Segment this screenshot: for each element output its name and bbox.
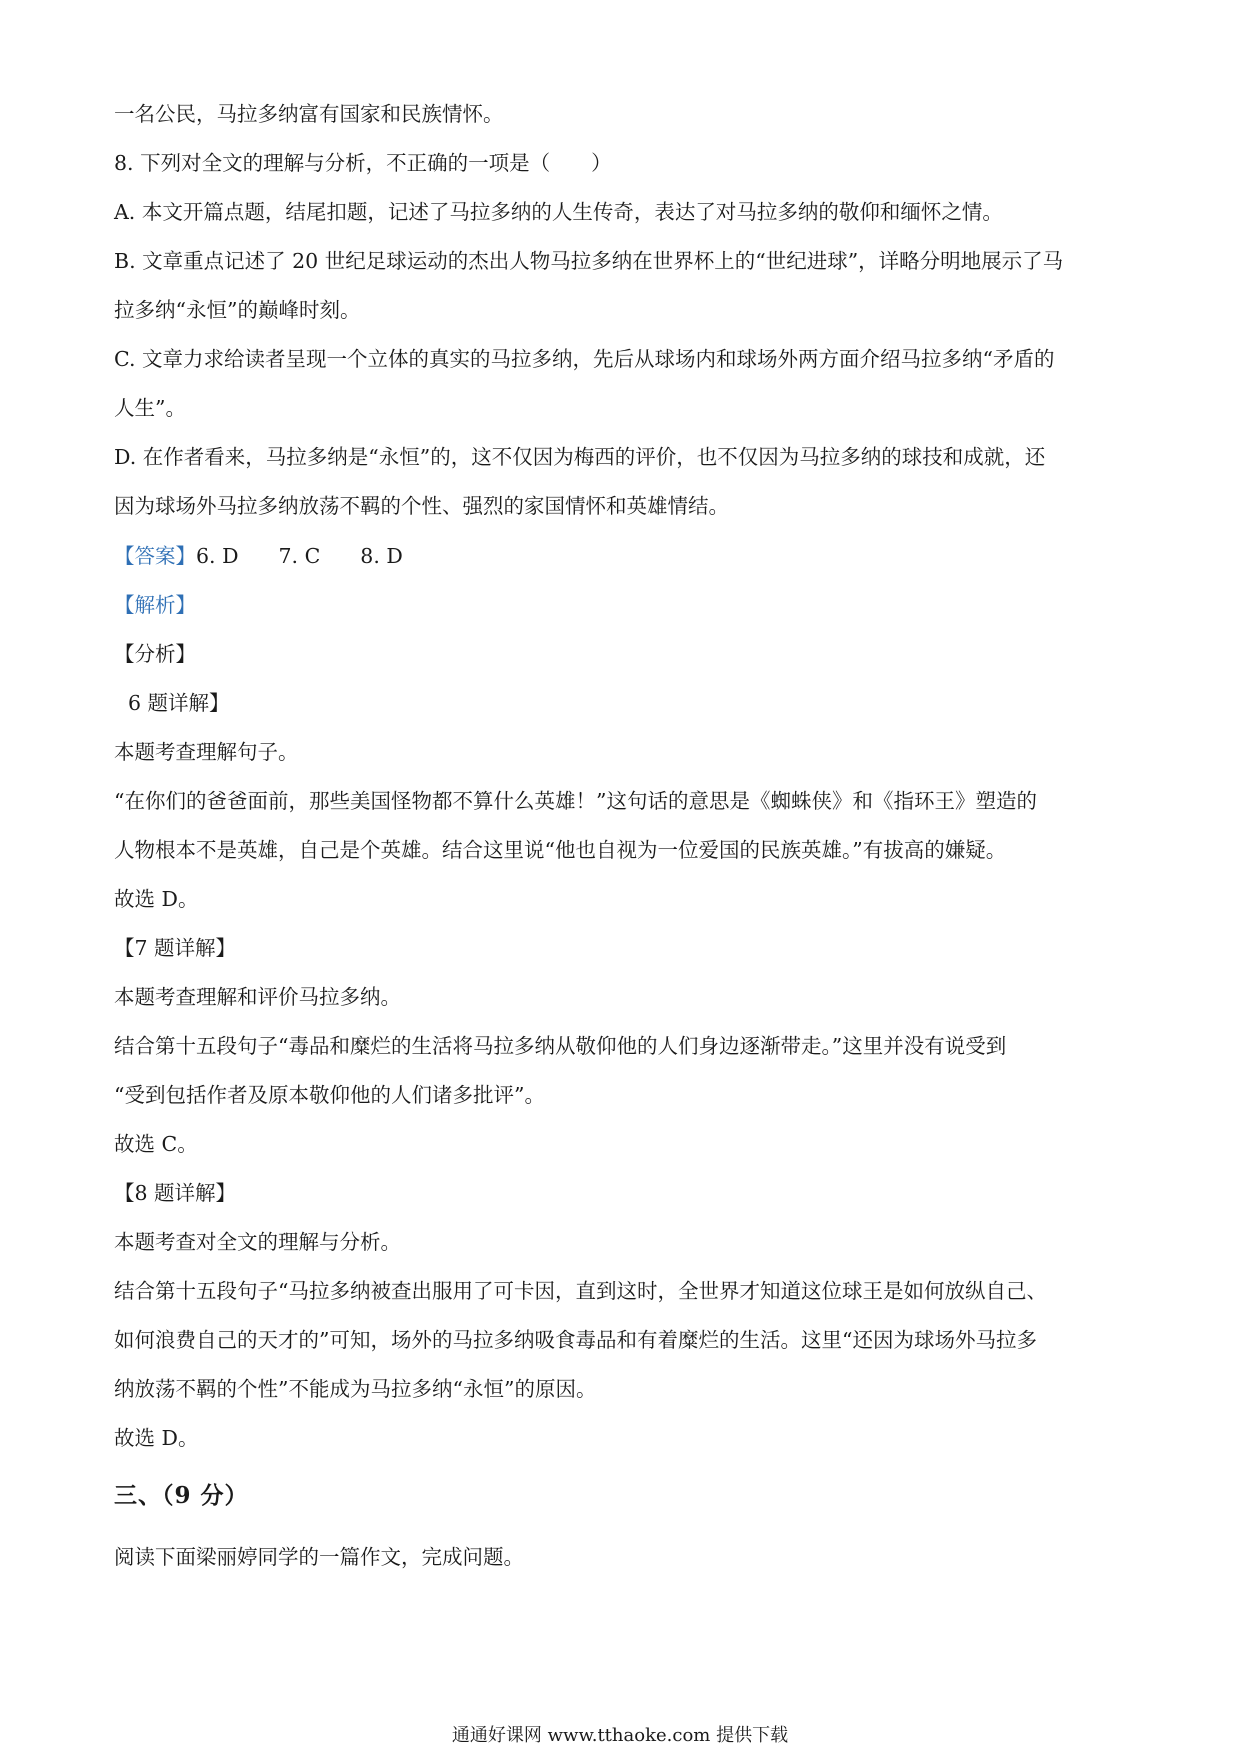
text-line: 故选 C。 [114, 1132, 198, 1156]
section-heading: 【8 题详解】 [114, 1181, 237, 1205]
text-line: 故选 D。 [114, 1426, 199, 1450]
section-heading: 6 题详解】 [128, 691, 230, 715]
text-line: 一名公民，马拉多纳富有国家和民族情怀。 [114, 102, 504, 126]
text-line: 结合第十五段句子“毒品和糜烂的生活将马拉多纳从敬仰他的人们身边逐渐带走。”这里并没有说受到 [114, 1034, 1007, 1058]
option-c-cont: 人生”。 [114, 396, 186, 420]
option-d: D. 在作者看来，马拉多纳是“永恒”的，这不仅因为梅西的评价，也不仅因为马拉多纳的球技和成就，还 [114, 445, 1046, 469]
answer-line [114, 541, 1130, 571]
text-line: 阅读下面梁丽婷同学的一篇作文，完成问题。 [114, 1545, 524, 1569]
text-line: 本题考查理解和评价马拉多纳。 [114, 985, 401, 1009]
section-heading: 【分析】 [114, 642, 196, 666]
text-line: 本题考查理解句子。 [114, 740, 299, 764]
option-a: A. 本文开篇点题，结尾扣题，记述了马拉多纳的人生传奇，表达了对马拉多纳的敬仰和缅怀之情。 [114, 200, 1003, 224]
option-b: B. 文章重点记述了 20 世纪足球运动的杰出人物马拉多纳在世界杯上的“世纪进球”，详略分明地展示了马 [114, 249, 1064, 273]
text-line: 结合第十五段句子“马拉多纳被查出服用了可卡因，直到这时，全世界才知道这位球王是如何放纵自己、 [114, 1279, 1047, 1303]
part-three-heading: 三、（9 分） [114, 1482, 249, 1509]
option-d-cont: 因为球场外马拉多纳放荡不羁的个性、强烈的家国情怀和英雄情结。 [114, 494, 729, 518]
answer-8: 8. D [360, 544, 403, 568]
answer-7: 7. C [278, 544, 321, 568]
option-c: C. 文章力求给读者呈现一个立体的真实的马拉多纳，先后从球场内和球场外两方面介绍马拉多纳“矛盾的 [114, 347, 1055, 371]
option-b-cont: 拉多纳“永恒”的巅峰时刻。 [114, 298, 361, 322]
text-line: “在你们的爸爸面前，那些美国怪物都不算什么英雄！”这句话的意思是《蜘蛛侠》和《指环王》塑造的 [114, 789, 1037, 813]
analysis-label: 【解析】 [114, 593, 196, 617]
question-8: 8. 下列对全文的理解与分析，不正确的一项是（ ） [114, 151, 612, 175]
answer-label: 【答案】 [114, 544, 196, 568]
text-line: “受到包括作者及原本敬仰他的人们诸多批评”。 [114, 1083, 545, 1107]
text-line: 故选 D。 [114, 887, 199, 911]
page-footer: 通通好课网 www.tthaoke.com 提供下载 [451, 1725, 789, 1746]
text-line: 本题考查对全文的理解与分析。 [114, 1230, 401, 1254]
text-line: 人物根本不是英雄，自己是个英雄。结合这里说“他也自视为一位爱国的民族英雄。”有拔高的嫌疑。 [114, 838, 1007, 862]
text-line: 如何浪费自己的天才的”可知，场外的马拉多纳吸食毒品和有着糜烂的生活。这里“还因为球场外马拉多 [114, 1328, 1037, 1352]
answer-6: 6. D [196, 544, 239, 568]
text-line: 纳放荡不羁的个性”不能成为马拉多纳“永恒”的原因。 [114, 1377, 597, 1401]
section-heading: 【7 题详解】 [114, 936, 237, 960]
